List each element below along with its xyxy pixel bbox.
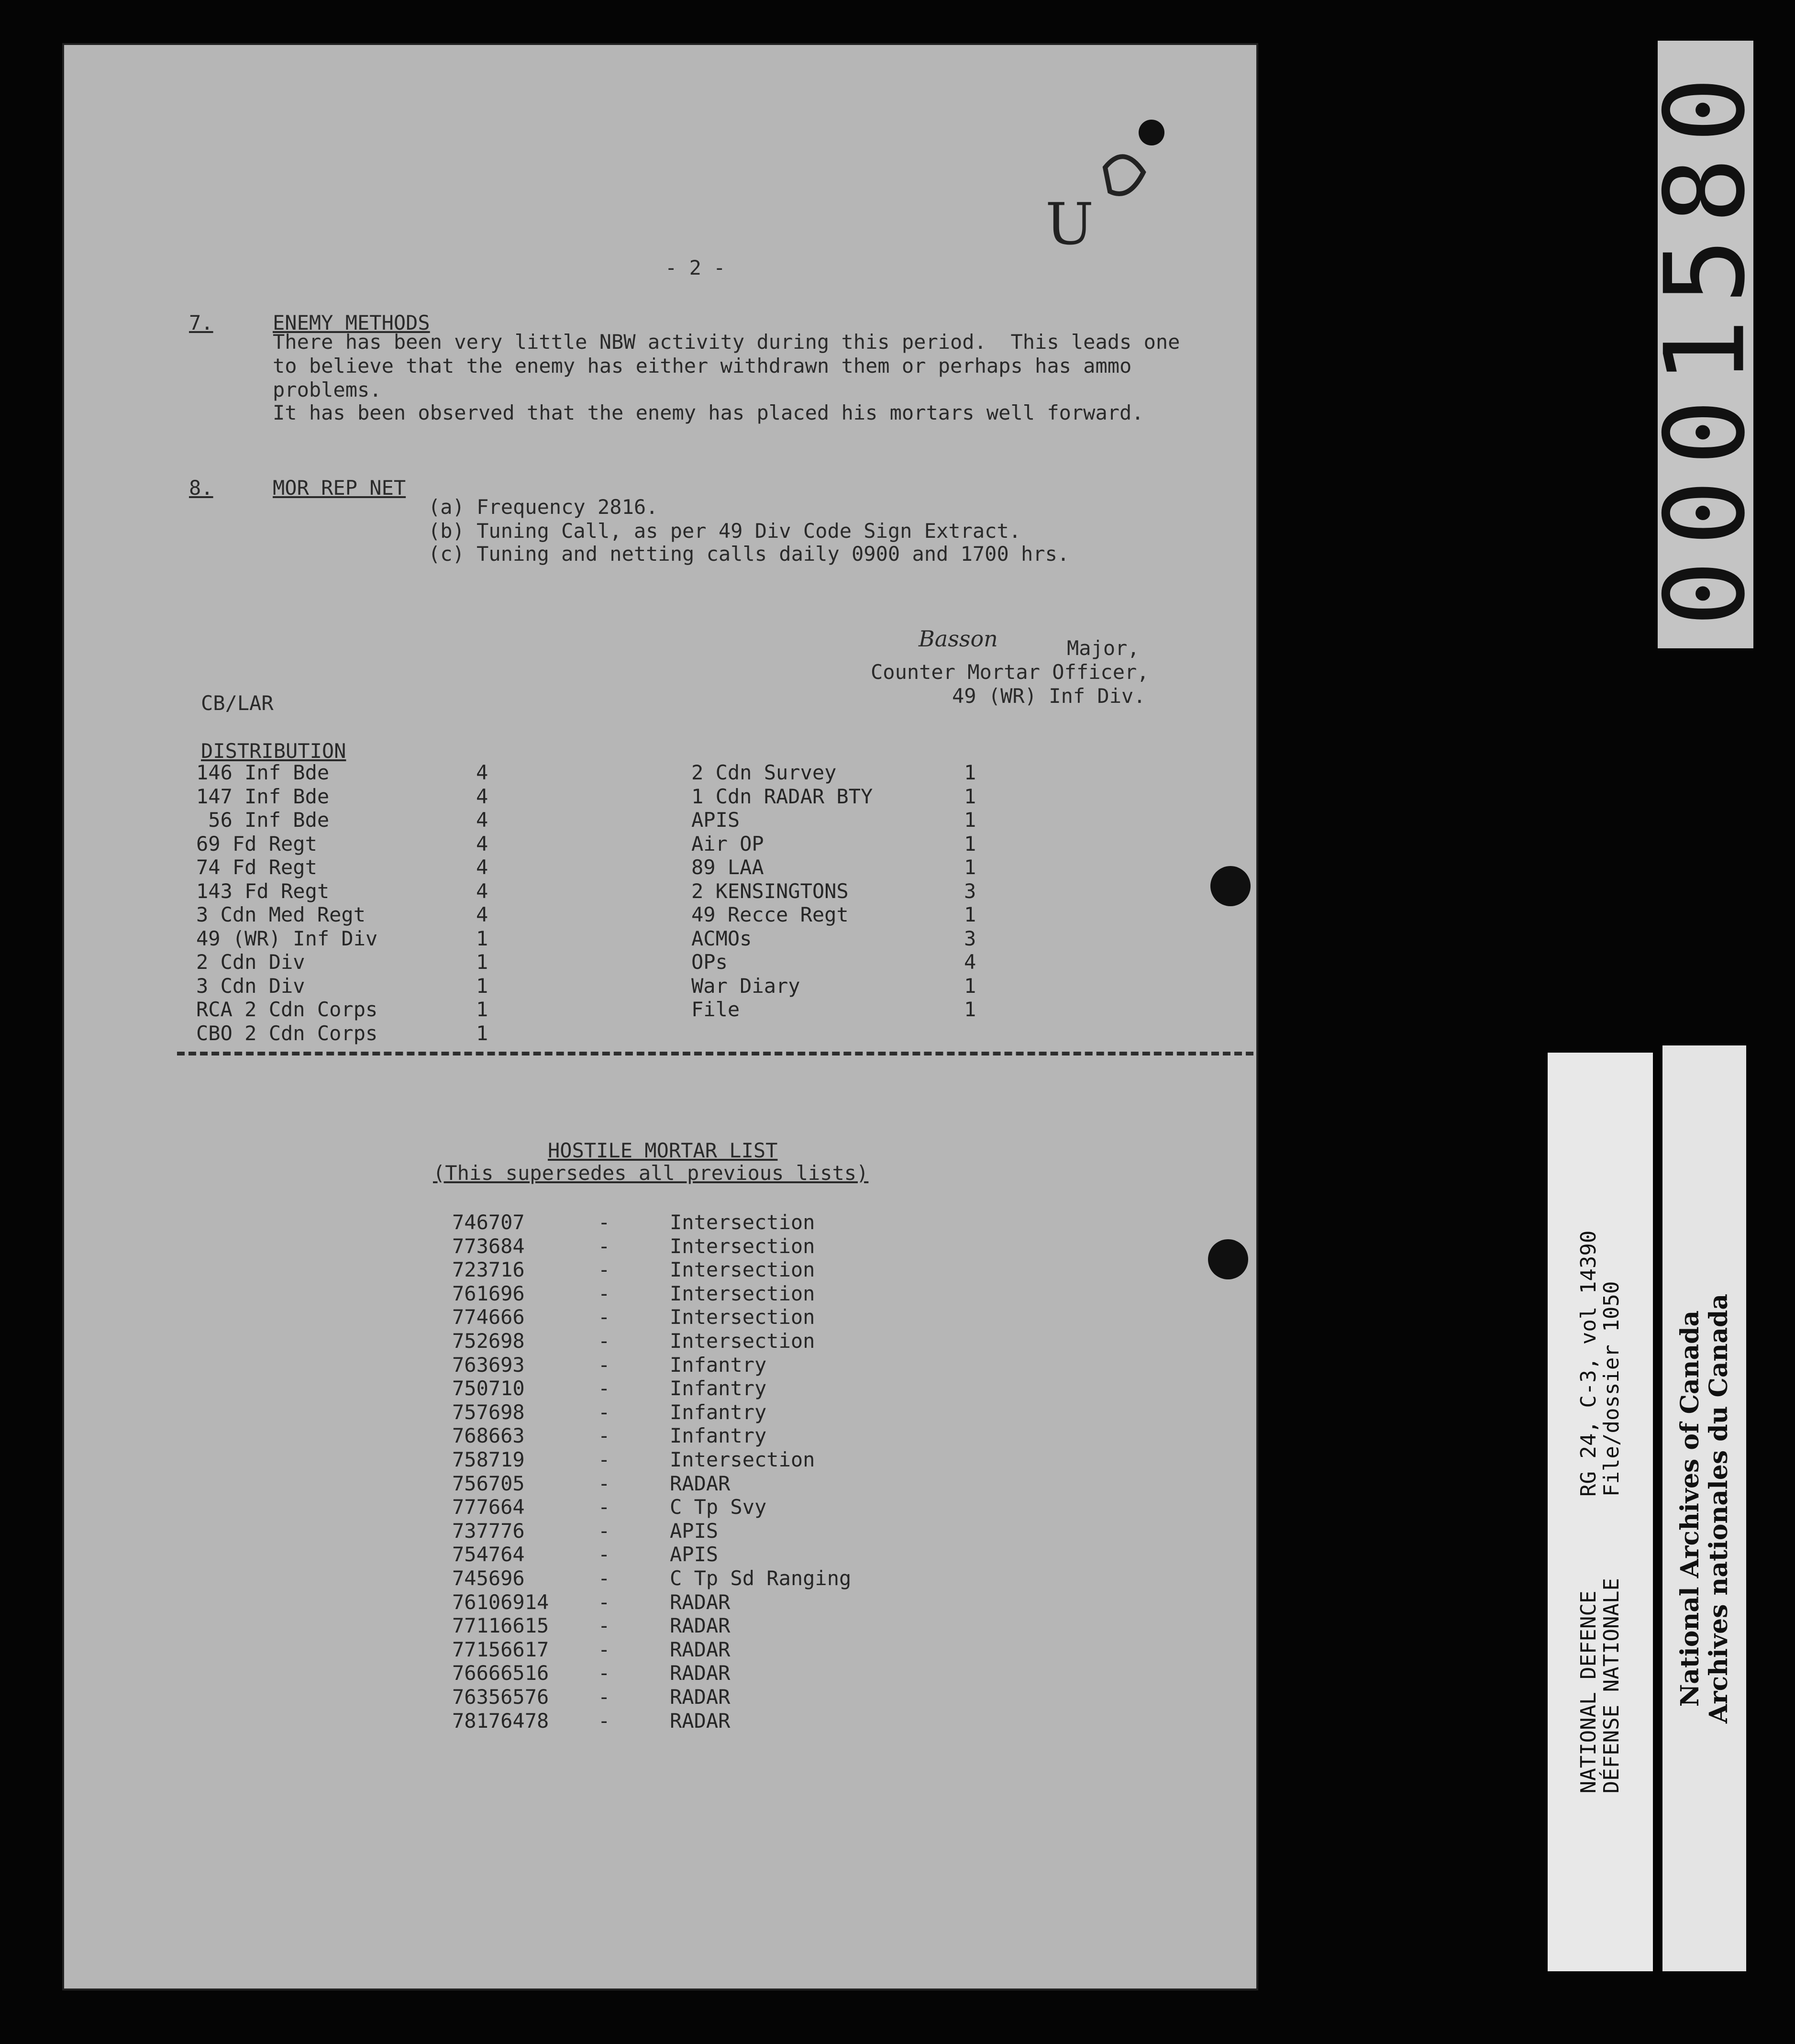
section-8-title: MOR REP NET: [273, 476, 406, 500]
ref-line-2: File/dossier 1050: [1599, 1281, 1624, 1497]
distribution-qty: 4: [476, 761, 488, 784]
hostile-row-dash: -: [598, 1305, 610, 1329]
hostile-row-source: Infantry: [670, 1377, 767, 1400]
distribution-entry: ACMOs: [691, 926, 752, 950]
dept-line-2: DÉFENSE NATIONALE: [1599, 1577, 1624, 1794]
hostile-row-source: APIS: [670, 1519, 719, 1543]
hostile-row-ref: 768663: [452, 1424, 525, 1448]
hostile-row-source: C Tp Svy: [670, 1495, 767, 1519]
hostile-row-source: Intersection: [670, 1281, 815, 1305]
hostile-row-dash: -: [598, 1329, 610, 1353]
nac-line-1: National Archives of Canada: [1675, 1310, 1705, 1707]
distribution-entry: Air OP: [691, 832, 764, 855]
section-8-item-c: (c) Tuning and netting calls daily 0900 and 1700 hrs.: [428, 542, 1070, 566]
distribution-qty: 3: [964, 879, 976, 903]
ref-line-1: RG 24, C-3, vol 14390: [1576, 1230, 1601, 1497]
reference: CB/LAR: [201, 691, 274, 715]
distribution-qty: 4: [476, 832, 488, 855]
hostile-row-dash: -: [598, 1448, 610, 1471]
distribution-entry: 147 Inf Bde: [196, 784, 330, 808]
punch-hole-top: [1139, 120, 1164, 145]
distribution-qty: 1: [476, 974, 488, 998]
distribution-entry: APIS: [691, 808, 740, 832]
hostile-row-source: RADAR: [670, 1471, 731, 1495]
hostile-row-source: Infantry: [670, 1424, 767, 1448]
hostile-row-source: C Tp Sd Ranging: [670, 1566, 852, 1590]
section-8-number: 8.: [189, 476, 213, 500]
hostile-row-source: Infantry: [670, 1400, 767, 1424]
hostile-row-ref: 757698: [452, 1400, 525, 1424]
distribution-qty: 4: [476, 784, 488, 808]
hostile-row-source: RADAR: [670, 1661, 731, 1685]
section-7-line-3: problems.: [273, 378, 382, 401]
distribution-qty: 1: [476, 926, 488, 950]
hostile-row-dash: -: [598, 1353, 610, 1377]
distribution-qty: 1: [964, 903, 976, 926]
distribution-entry: 3 Cdn Div: [196, 974, 305, 998]
section-7-title: ENEMY METHODS: [273, 311, 430, 334]
hostile-row-dash: -: [598, 1614, 610, 1638]
hostile-list-title: HOSTILE MORTAR LIST: [548, 1139, 778, 1162]
distribution-entry: 2 KENSINGTONS: [691, 879, 849, 903]
hostile-row-ref: 758719: [452, 1448, 525, 1471]
hostile-row-source: RADAR: [670, 1637, 731, 1661]
distribution-entry: CBO 2 Cdn Corps: [196, 1021, 378, 1045]
hostile-row-dash: -: [598, 1258, 610, 1282]
section-7-number: 7.: [189, 311, 213, 334]
distribution-entry: 2 Cdn Div: [196, 950, 305, 974]
signature-name: Basson: [919, 626, 998, 652]
hostile-row-ref: 752698: [452, 1329, 525, 1353]
ink-smudge: [1096, 139, 1153, 206]
hostile-row-ref: 774666: [452, 1305, 525, 1329]
signature-rank: Major,: [1067, 636, 1140, 660]
distribution-qty: 1: [964, 761, 976, 784]
hostile-row-ref: 745696: [452, 1566, 525, 1590]
distribution-entry: RCA 2 Cdn Corps: [196, 998, 378, 1021]
hostile-row-dash: -: [598, 1685, 610, 1709]
section-7-line-2: to believe that the enemy has either withdrawn them or perhaps has ammo: [273, 354, 1132, 378]
distribution-qty: 3: [964, 926, 976, 950]
distribution-entry: 146 Inf Bde: [196, 761, 330, 784]
distribution-qty: 1: [964, 784, 976, 808]
distribution-entry: 56 Inf Bde: [196, 808, 330, 832]
hostile-row-ref: 773684: [452, 1234, 525, 1258]
hostile-row-ref: 777664: [452, 1495, 525, 1519]
archives-of-canada-strip: [1662, 1045, 1746, 1971]
section-7-line-1: There has been very little NBW activity during this period. This leads one: [273, 330, 1180, 354]
archive-reference-strip: [1548, 1053, 1653, 1971]
distribution-qty: 4: [476, 879, 488, 903]
hostile-row-dash: -: [598, 1543, 610, 1566]
distribution-qty: 4: [964, 950, 976, 974]
distribution-qty: 4: [476, 903, 488, 926]
hostile-row-dash: -: [598, 1519, 610, 1543]
hostile-row-source: APIS: [670, 1543, 719, 1566]
distribution-qty: 1: [476, 1021, 488, 1045]
hostile-row-ref: 763693: [452, 1353, 525, 1377]
punch-hole-lower: [1208, 1239, 1248, 1279]
distribution-entry: 49 (WR) Inf Div: [196, 926, 378, 950]
distribution-entry: 143 Fd Regt: [196, 879, 330, 903]
distribution-entry: OPs: [691, 950, 728, 974]
distribution-qty: 1: [964, 974, 976, 998]
distribution-entry: 2 Cdn Survey: [691, 761, 837, 784]
distribution-qty: 1: [964, 832, 976, 855]
hostile-row-ref: 76666516: [452, 1661, 549, 1685]
hostile-row-dash: -: [598, 1495, 610, 1519]
hostile-row-dash: -: [598, 1566, 610, 1590]
hostile-row-ref: 76106914: [452, 1590, 549, 1614]
archives-name: [1676, 1293, 1733, 1723]
hostile-row-ref: 78176478: [452, 1709, 549, 1733]
handwritten-mark: U: [1045, 191, 1094, 258]
hostile-row-source: RADAR: [670, 1685, 731, 1709]
hostile-row-source: Intersection: [670, 1234, 815, 1258]
hostile-row-dash: -: [598, 1400, 610, 1424]
distribution-entry: 74 Fd Regt: [196, 855, 317, 879]
hostile-row-ref: 737776: [452, 1519, 525, 1543]
hostile-row-ref: 746707: [452, 1211, 525, 1234]
hostile-row-source: Infantry: [670, 1353, 767, 1377]
distribution-qty: 4: [476, 808, 488, 832]
hostile-row-source: RADAR: [670, 1614, 731, 1638]
section-8-item-b: (b) Tuning Call, as per 49 Div Code Sign Extract.: [428, 519, 1021, 543]
hostile-row-source: Intersection: [670, 1258, 815, 1282]
hostile-row-dash: -: [598, 1377, 610, 1400]
hostile-row-ref: 754764: [452, 1543, 525, 1566]
hostile-row-ref: 761696: [452, 1281, 525, 1305]
hostile-row-source: RADAR: [670, 1709, 731, 1733]
frame-number: 0001580: [1641, 62, 1770, 627]
signature-line-3: 49 (WR) Inf Div.: [952, 684, 1146, 708]
hostile-row-ref: 77156617: [452, 1637, 549, 1661]
distribution-qty: 4: [476, 855, 488, 879]
hostile-row-dash: -: [598, 1471, 610, 1495]
hostile-row-dash: -: [598, 1281, 610, 1305]
distribution-entry: File: [691, 998, 740, 1021]
hostile-row-dash: -: [598, 1637, 610, 1661]
frame-number-label: [1641, 41, 1770, 648]
hostile-row-ref: 76356576: [452, 1685, 549, 1709]
page-number: - 2 -: [665, 256, 726, 279]
hostile-row-dash: -: [598, 1590, 610, 1614]
nac-line-2: Archives nationales du Canada: [1704, 1293, 1733, 1723]
punch-hole-middle: [1210, 866, 1251, 906]
distribution-qty: 1: [964, 855, 976, 879]
distribution-title: DISTRIBUTION: [201, 739, 346, 763]
distribution-entry: 49 Recce Regt: [691, 903, 849, 926]
distribution-qty: 1: [476, 950, 488, 974]
hostile-row-dash: -: [598, 1661, 610, 1685]
hostile-row-source: RADAR: [670, 1590, 731, 1614]
distribution-qty: 1: [964, 808, 976, 832]
hostile-row-source: Intersection: [670, 1211, 815, 1234]
hostile-row-ref: 77116615: [452, 1614, 549, 1638]
hostile-row-ref: 723716: [452, 1258, 525, 1282]
distribution-entry: 89 LAA: [691, 855, 764, 879]
signature-line-2: Counter Mortar Officer,: [871, 660, 1149, 684]
hostile-row-dash: -: [598, 1211, 610, 1234]
hostile-row-dash: -: [598, 1234, 610, 1258]
dashed-divider: [177, 1052, 1253, 1055]
distribution-entry: 1 Cdn RADAR BTY: [691, 784, 873, 808]
hostile-row-ref: 750710: [452, 1377, 525, 1400]
hostile-row-source: Intersection: [670, 1448, 815, 1471]
distribution-qty: 1: [476, 998, 488, 1021]
hostile-row-ref: 756705: [452, 1471, 525, 1495]
hostile-row-dash: -: [598, 1709, 610, 1733]
dept-line-1: NATIONAL DEFENCE: [1576, 1590, 1601, 1794]
archive-reference: [1577, 1231, 1623, 1794]
distribution-entry: War Diary: [691, 974, 800, 998]
hostile-row-source: Intersection: [670, 1329, 815, 1353]
hostile-row-source: Intersection: [670, 1305, 815, 1329]
distribution-qty: 1: [964, 998, 976, 1021]
section-8-item-a: (a) Frequency 2816.: [428, 495, 658, 519]
distribution-entry: 69 Fd Regt: [196, 832, 317, 855]
section-7-line-4: It has been observed that the enemy has placed his mortars well forward.: [273, 401, 1144, 424]
hostile-list-subtitle: (This supersedes all previous lists): [433, 1161, 869, 1185]
distribution-entry: 3 Cdn Med Regt: [196, 903, 366, 926]
hostile-row-dash: -: [598, 1424, 610, 1448]
document-page: [62, 43, 1258, 1990]
